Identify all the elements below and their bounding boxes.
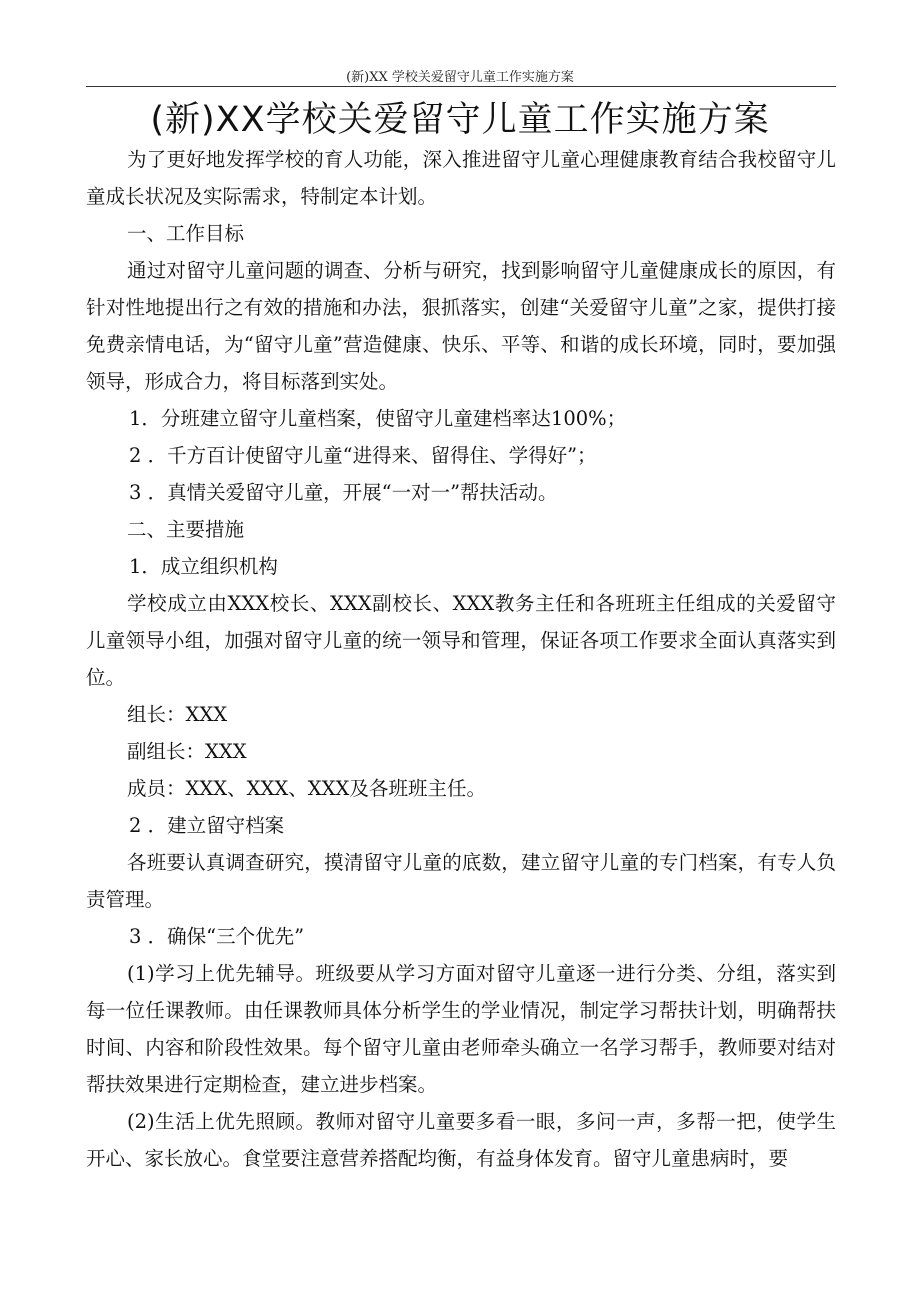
measure1-heading: 1．成立组织机构 [129,555,278,578]
document-title: (新)XX学校关爱留守儿童工作实施方案 [150,100,770,140]
section2-heading: 二、主要措施 [127,518,245,541]
measure3-heading: 3 ．确保“三个优先” [129,925,305,948]
goal-item: 1．分班建立留守儿童档案，使留守儿童建档率达100%； [129,407,627,430]
goal-item: 2 ．千方百计使留守儿童“进得来、留得住、学得好”； [129,444,597,467]
goal-item: 3 ．真情关爱留守儿童，开展“一对一”帮扶活动。 [129,481,558,504]
deputy-leader-line: 副组长：XXX [127,740,247,763]
intro-paragraph: 为了更好地发挥学校的育人功能，深入推进留守儿童心理健康教育结合我校留守儿童成长状况及实际需求，特制定本计划。 [86,148,836,208]
leader-line: 组长：XXX [127,703,228,726]
measure1-paragraph: 学校成立由XXX校长、XXX副校长、XXX教务主任和各班班主任组成的关爱留守儿童领导小组，加强对留守儿童的统一领导和管理，保证各项工作要求全面认真落实到位。 [86,592,836,689]
header-divider [86,86,836,87]
section1-heading: 一、工作目标 [127,222,245,245]
priority2-paragraph: (2)生活上优先照顾。教师对留守儿童要多看一眼，多问一声，多帮一把，使学生开心、家长放心。食堂要注意营养搭配均衡，有益身体发育。留守儿童患病时，要 [86,1110,836,1170]
section1-paragraph: 通过对留守儿童问题的调查、分析与研究，找到影响留守儿童健康成长的原因，有针对性地提出行之有效的措施和办法，狠抓落实，创建“关爱留守儿童”之家，提供打接免费亲情电话，为“留守儿童”营造健康、快乐、平等、和谐的成长环境，同时，要加强领导，形成合力，将目标落到实处。 [86,259,836,393]
priority1-paragraph: (1)学习上优先辅导。班级要从学习方面对留守儿童逐一进行分类、分组，落实到每一位任课教师。由任课教师具体分析学生的学业情况，制定学习帮扶计划，明确帮扶时间、内容和阶段性效果。每个留守儿童由老师牵头确立一名学习帮手，教师要对结对帮扶效果进行定期检查，建立进步档案。 [86,962,836,1096]
measure2-heading: 2 ．建立留守档案 [129,814,285,837]
members-line: 成员：XXX、XXX、XXX及各班班主任。 [127,777,486,800]
running-header: (新)XX 学校关爱留守儿童工作实施方案 [346,70,574,85]
document-body [86,141,836,1177]
measure2-paragraph: 各班要认真调查研究，摸清留守儿童的底数，建立留守儿童的专门档案，有专人负责管理。 [86,851,836,911]
